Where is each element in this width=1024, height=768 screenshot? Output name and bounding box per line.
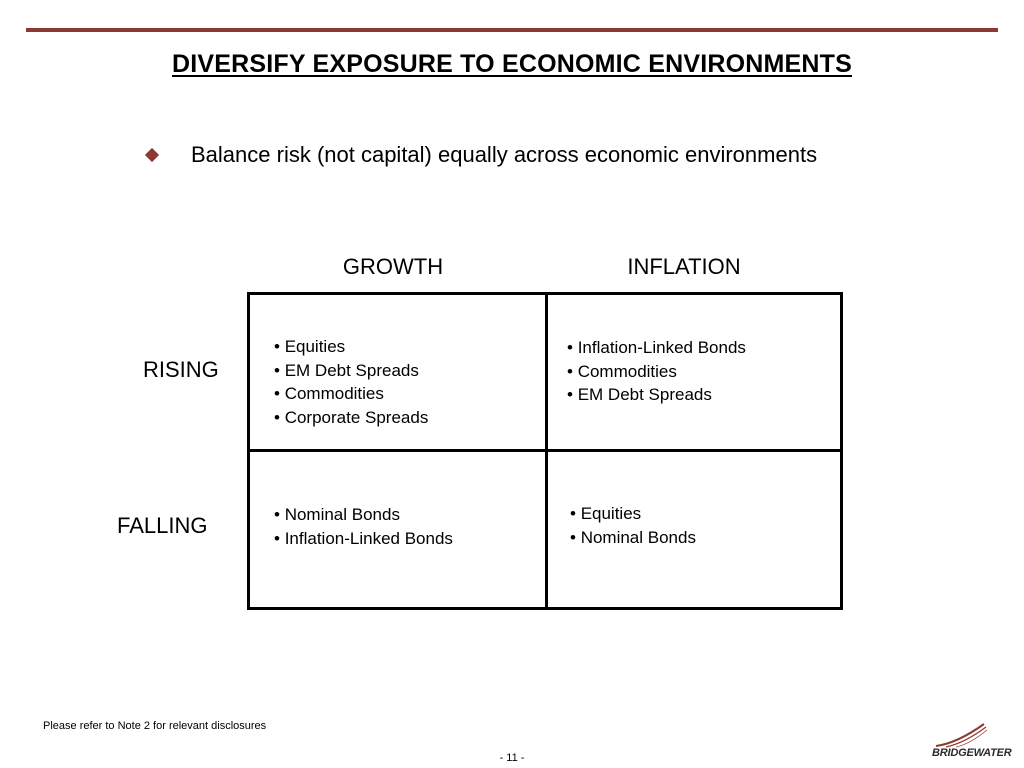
bullet-text: Balance risk (not capital) equally across economic environments [191, 142, 818, 167]
list-item: • EM Debt Spreads [567, 383, 746, 407]
list-item: • Corporate Spreads [274, 406, 428, 430]
diamond-bullet-icon [145, 148, 159, 162]
list-item: • Equities [274, 335, 428, 359]
list-item: • EM Debt Spreads [274, 359, 428, 383]
list-item: • Inflation-Linked Bonds [567, 336, 746, 360]
list-item: • Inflation-Linked Bonds [274, 527, 453, 551]
list-item: • Commodities [567, 360, 746, 384]
logo-wordmark: BRIDGEWATER [932, 747, 1012, 759]
bullet-point [145, 140, 817, 170]
list-item: • Nominal Bonds [274, 503, 453, 527]
list-item: • Nominal Bonds [570, 526, 696, 550]
cell-falling-inflation [570, 502, 696, 549]
cell-rising-inflation [567, 336, 746, 407]
row-label-rising: RISING [143, 357, 219, 382]
cell-rising-growth [274, 335, 428, 429]
matrix-horizontal-divider [250, 449, 840, 452]
page-number: - 11 - [499, 752, 525, 764]
row-label-falling: FALLING [117, 513, 208, 538]
bridgewater-logo [932, 722, 1012, 764]
top-divider [26, 28, 998, 32]
cell-falling-growth [274, 503, 453, 550]
bridgewater-swoosh-logo-icon [932, 722, 1012, 748]
column-header-inflation: INFLATION [627, 254, 741, 279]
disclosure-note: Please refer to Note 2 for relevant disclosures [43, 720, 267, 732]
list-item: • Commodities [274, 382, 428, 406]
column-header-growth: GROWTH [342, 254, 444, 279]
slide-title: DIVERSIFY EXPOSURE TO ECONOMIC ENVIRONMENTS [172, 50, 852, 78]
list-item: • Equities [570, 502, 696, 526]
environment-matrix [247, 292, 843, 610]
